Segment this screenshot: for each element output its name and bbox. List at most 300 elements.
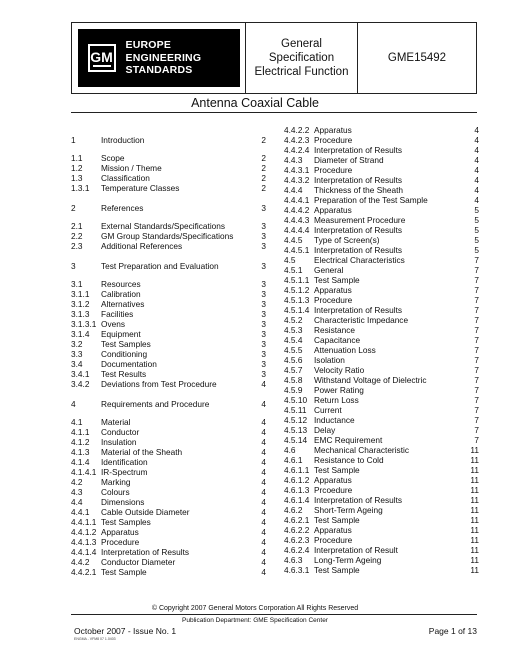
- toc-entry-number: 4.5.2: [284, 315, 303, 325]
- toc-entry-page: 7: [474, 305, 479, 315]
- toc-entry-page: 5: [474, 225, 479, 235]
- toc-entry-number: 4.1.1: [71, 427, 90, 437]
- toc-entry-title: Classification: [101, 173, 150, 183]
- toc-entry: [71, 309, 266, 319]
- toc-entry-page: 3: [261, 319, 266, 329]
- logo-caption: [126, 39, 202, 77]
- toc-entry-number: 4.3: [71, 487, 83, 497]
- toc-entry-number: 3.4.2: [71, 379, 90, 389]
- toc-entry-title: Withstand Voltage of Dielectric: [314, 375, 427, 385]
- toc-entry: [71, 547, 266, 557]
- toc-entry: [71, 299, 266, 309]
- toc-entry-title: Dimensions: [101, 497, 145, 507]
- toc-entry: [284, 425, 479, 435]
- toc-entry: [284, 405, 479, 415]
- toc-entry-number: 4.6.2.1: [284, 515, 310, 525]
- toc-entry: [284, 165, 479, 175]
- toc-entry: [284, 315, 479, 325]
- toc-column-right: [284, 125, 479, 575]
- toc-entry-title: Resources: [101, 279, 141, 289]
- toc-entry-title: Calibration: [101, 289, 141, 299]
- toc-entry-page: 11: [470, 495, 479, 505]
- toc-entry-title: Procedure: [314, 135, 353, 145]
- toc-column-left: [71, 125, 266, 577]
- toc-entry-number: 4.2: [71, 477, 83, 487]
- toc-entry: [71, 369, 266, 379]
- toc-entry-page: 7: [474, 285, 479, 295]
- toc-entry-title: Test Sample: [314, 565, 360, 575]
- toc-entry-title: Ovens: [101, 319, 125, 329]
- gm-logo-mark: [88, 44, 116, 72]
- document-title: Antenna Coaxial Cable: [191, 96, 319, 110]
- toc-entry-number: 4.4: [71, 497, 83, 507]
- toc-entry: [284, 355, 479, 365]
- toc-entry: [71, 447, 266, 457]
- toc-entry-page: 7: [474, 335, 479, 345]
- toc-entry-title: Test Samples: [101, 517, 151, 527]
- toc-entry-title: Test Sample: [314, 275, 360, 285]
- logo-cell: [72, 23, 246, 93]
- toc-entry: [284, 455, 479, 465]
- page-number: Page 1 of 13: [428, 626, 477, 636]
- toc-entry-page: 11: [470, 485, 479, 495]
- toc-entry: [71, 359, 266, 369]
- toc-entry-page: 5: [474, 205, 479, 215]
- toc-entry-page: 2: [261, 163, 266, 173]
- toc-entry-number: 4.6.1: [284, 455, 303, 465]
- toc-entry-page: 7: [474, 265, 479, 275]
- toc-entry-page: 3: [261, 289, 266, 299]
- toc-entry: [284, 565, 479, 575]
- toc-entry-number: 4.6.1.4: [284, 495, 310, 505]
- toc-entry-page: 2: [261, 173, 266, 183]
- toc-entry-title: Measurement Procedure: [314, 215, 406, 225]
- toc-entry-number: 1: [71, 135, 76, 145]
- toc-entry-page: 2: [261, 135, 266, 145]
- toc-entry-number: 4.1.3: [71, 447, 90, 457]
- toc-entry-title: Resistance to Cold: [314, 455, 384, 465]
- toc-entry-title: Velocity Ratio: [314, 365, 365, 375]
- toc-entry-page: 5: [474, 245, 479, 255]
- toc-entry-number: 4.6.2.4: [284, 545, 310, 555]
- toc-entry-title: General: [314, 265, 344, 275]
- toc-entry-number: 4.5.4: [284, 335, 303, 345]
- toc-entry-page: 11: [470, 445, 479, 455]
- toc-entry-title: Thickness of the Sheath: [314, 185, 404, 195]
- toc-entry: [284, 225, 479, 235]
- toc-entry-title: Material of the Sheath: [101, 447, 183, 457]
- toc-entry-number: 4.4.5.1: [284, 245, 310, 255]
- toc-entry: [71, 279, 266, 289]
- toc-entry-page: 7: [474, 325, 479, 335]
- toc-entry-page: 11: [470, 455, 479, 465]
- toc-entry-title: Preparation of the Test Sample: [314, 195, 428, 205]
- toc-entry-title: Capacitance: [314, 335, 361, 345]
- toc-entry-page: 7: [474, 395, 479, 405]
- title-divider: [71, 112, 477, 113]
- toc-entry-title: Test Samples: [101, 339, 151, 349]
- toc-entry-number: 4.5: [284, 255, 296, 265]
- toc-entry: [284, 135, 479, 145]
- gm-logo-underline: [93, 65, 111, 67]
- toc-entry-page: 4: [261, 427, 266, 437]
- toc-entry-number: 1.3: [71, 173, 83, 183]
- toc-entry-title: Diameter of Strand: [314, 155, 384, 165]
- toc-entry-title: Apparatus: [101, 527, 139, 537]
- toc-entry: [71, 231, 266, 241]
- toc-entry-number: 3.1: [71, 279, 83, 289]
- toc-entry: [284, 185, 479, 195]
- toc-entry-title: Apparatus: [314, 475, 352, 485]
- toc-entry-title: Apparatus: [314, 525, 352, 535]
- toc-entry-number: 3.1.2: [71, 299, 90, 309]
- toc-entry: [71, 487, 266, 497]
- toc-entry-number: 1.2: [71, 163, 83, 173]
- toc-entry-number: 4.5.13: [284, 425, 308, 435]
- toc-entry: [284, 145, 479, 155]
- toc-entry-title: Colours: [101, 487, 130, 497]
- toc-entry-number: 4.4.1.4: [71, 547, 97, 557]
- toc-entry: [71, 497, 266, 507]
- toc-entry-page: 7: [474, 435, 479, 445]
- gm-europe-logo: [78, 29, 240, 87]
- toc-entry-title: Conductor Diameter: [101, 557, 176, 567]
- toc-entry-page: 7: [474, 415, 479, 425]
- toc-entry-page: 4: [474, 155, 479, 165]
- toc-entry-title: Test Preparation and Evaluation: [101, 261, 219, 271]
- toc-entry: [284, 445, 479, 455]
- toc-entry-page: 4: [261, 537, 266, 547]
- toc-entry: [71, 241, 266, 251]
- toc-entry-number: 3.4.1: [71, 369, 90, 379]
- toc-entry: [71, 437, 266, 447]
- toc-entry: [71, 399, 266, 409]
- toc-entry-page: 4: [261, 447, 266, 457]
- toc-entry-number: 4.5.3: [284, 325, 303, 335]
- toc-entry-number: 3.1.4: [71, 329, 90, 339]
- toc-entry-page: 3: [261, 241, 266, 251]
- toc-entry-page: 7: [474, 405, 479, 415]
- toc-entry: [71, 289, 266, 299]
- toc-entry-number: 4.6.2.2: [284, 525, 310, 535]
- toc-entry: [284, 155, 479, 165]
- toc-entry-number: 4.4.1.2: [71, 527, 97, 537]
- toc-entry-number: 3.1.3: [71, 309, 90, 319]
- toc-entry-number: 4.6.1.2: [284, 475, 310, 485]
- toc-entry: [71, 379, 266, 389]
- toc-entry-number: 4.1.4.1: [71, 467, 97, 477]
- toc-entry-title: External Standards/Specifications: [101, 221, 226, 231]
- toc-entry-page: 4: [261, 399, 266, 409]
- toc-entry-number: 4.5.11: [284, 405, 307, 415]
- toc-entry-page: 11: [470, 555, 479, 565]
- footer-divider: [71, 614, 477, 615]
- spec-type-cell: [246, 23, 358, 93]
- toc-entry-page: 11: [470, 465, 479, 475]
- toc-entry: [284, 545, 479, 555]
- toc-entry-number: 2.1: [71, 221, 83, 231]
- toc-entry-number: 4.6.2.3: [284, 535, 310, 545]
- toc-entry-page: 3: [261, 329, 266, 339]
- toc-entry-title: Material: [101, 417, 131, 427]
- toc-entry-page: 3: [261, 261, 266, 271]
- toc-entry-title: Resistance: [314, 325, 356, 335]
- toc-entry-title: Long-Term Ageing: [314, 555, 382, 565]
- spec-line-function: Electrical Function: [254, 66, 349, 78]
- toc-entry-page: 4: [474, 125, 479, 135]
- toc-entry-title: Isolation: [314, 355, 345, 365]
- toc-entry: [284, 215, 479, 225]
- toc-entry-number: 4.5.14: [284, 435, 308, 445]
- toc-entry-page: 5: [474, 215, 479, 225]
- toc-entry-page: 4: [474, 185, 479, 195]
- toc-entry-title: Interpretation of Results: [314, 305, 403, 315]
- toc-entry-page: 3: [261, 203, 266, 213]
- toc-entry: [284, 385, 479, 395]
- toc-entry-number: 4.5.7: [284, 365, 303, 375]
- toc-entry-page: 4: [261, 379, 266, 389]
- toc-entry-number: 4.6.3.1: [284, 565, 310, 575]
- toc-entry: [71, 339, 266, 349]
- toc-entry-title: Cable Outside Diameter: [101, 507, 190, 517]
- toc-entry: [284, 365, 479, 375]
- toc-entry-page: 3: [261, 369, 266, 379]
- toc-entry: [284, 265, 479, 275]
- toc-entry-number: 4.4.4: [284, 185, 303, 195]
- toc-entry-number: 4.5.12: [284, 415, 308, 425]
- toc-entry: [284, 395, 479, 405]
- toc-entry-page: 4: [261, 497, 266, 507]
- toc-entry: [71, 537, 266, 547]
- toc-entry-page: 4: [261, 417, 266, 427]
- toc-entry-title: Electrical Characteristics: [314, 255, 405, 265]
- toc-entry-title: GM Group Standards/Specifications: [101, 231, 234, 241]
- spec-line-specification: Specification: [268, 52, 335, 64]
- toc-entry-page: 4: [474, 165, 479, 175]
- toc-entry-page: 4: [261, 507, 266, 517]
- toc-entry-number: 4.1.2: [71, 437, 90, 447]
- toc-entry-page: 7: [474, 355, 479, 365]
- toc-entry-title: Procedure: [314, 295, 353, 305]
- publication-department: Publication Department: GME Specification Center: [182, 617, 328, 624]
- toc-entry-number: 4.4.5: [284, 235, 303, 245]
- toc-entry-page: 11: [470, 525, 479, 535]
- toc-entry-number: 4.4.3.1: [284, 165, 310, 175]
- toc-entry-page: 3: [261, 231, 266, 241]
- toc-entry-title: Short-Term Ageing: [314, 505, 383, 515]
- toc-entry-title: Identification: [101, 457, 148, 467]
- toc-entry-page: 5: [474, 235, 479, 245]
- toc-entry-number: 1.3.1: [71, 183, 90, 193]
- toc-entry-number: 4.1: [71, 417, 83, 427]
- toc-entry: [71, 135, 266, 145]
- toc-entry-page: 3: [261, 221, 266, 231]
- toc-entry-title: Facilities: [101, 309, 134, 319]
- toc-entry-number: 4.4.1: [71, 507, 90, 517]
- toc-entry: [284, 555, 479, 565]
- toc-entry: [71, 221, 266, 231]
- toc-entry-title: Interpretation of Results: [101, 547, 190, 557]
- toc-entry-page: 4: [474, 195, 479, 205]
- toc-entry-page: 2: [261, 183, 266, 193]
- spec-line-general: General: [281, 38, 322, 50]
- toc-entry-number: 4.5.1.1: [284, 275, 310, 285]
- toc-entry: [284, 505, 479, 515]
- toc-entry-number: 3.4: [71, 359, 83, 369]
- toc-entry-number: 4.4.2.2: [284, 125, 310, 135]
- toc-entry-page: 4: [474, 145, 479, 155]
- form-code: ENGMA - VFM8 07 1.0403: [74, 637, 116, 641]
- toc-entry-title: Apparatus: [314, 125, 352, 135]
- toc-entry-title: Test Sample: [314, 515, 360, 525]
- toc-entry: [284, 345, 479, 355]
- toc-entry: [71, 467, 266, 477]
- toc-entry-title: Prcoedure: [314, 485, 353, 495]
- toc-entry-number: 4.6.1.3: [284, 485, 310, 495]
- toc-entry-title: Apparatus: [314, 285, 352, 295]
- toc-entry-number: 4.4.4.3: [284, 215, 310, 225]
- toc-entry-page: 7: [474, 275, 479, 285]
- toc-entry-page: 4: [474, 175, 479, 185]
- toc-entry-title: References: [101, 203, 144, 213]
- toc-entry-number: 4.4.2: [71, 557, 90, 567]
- toc-entry: [284, 175, 479, 185]
- issue-date: October 2007 - Issue No. 1: [74, 626, 177, 636]
- toc-entry: [284, 525, 479, 535]
- toc-entry-number: 4.4.4.4: [284, 225, 310, 235]
- toc-entry-page: 11: [470, 535, 479, 545]
- toc-entry-title: Test Results: [101, 369, 147, 379]
- toc-entry-title: Attenuation Loss: [314, 345, 376, 355]
- toc-entry-page: 11: [470, 515, 479, 525]
- toc-entry-page: 7: [474, 345, 479, 355]
- toc-entry: [284, 475, 479, 485]
- toc-entry-page: 7: [474, 255, 479, 265]
- toc-entry-page: 7: [474, 315, 479, 325]
- toc-entry-number: 1.1: [71, 153, 83, 163]
- toc-entry-number: 3.3: [71, 349, 83, 359]
- toc-entry-page: 11: [470, 545, 479, 555]
- toc-entry: [71, 567, 266, 577]
- toc-entry-title: Apparatus: [314, 205, 352, 215]
- toc-entry-title: Test Sample: [101, 567, 147, 577]
- toc-entry-title: Additional References: [101, 241, 183, 251]
- toc-entry-page: 11: [470, 565, 479, 575]
- toc-entry-number: 4.4.2.4: [284, 145, 310, 155]
- toc-entry: [71, 203, 266, 213]
- toc-entry: [71, 153, 266, 163]
- toc-entry-title: Power Rating: [314, 385, 364, 395]
- toc-entry-number: 4.4.1.3: [71, 537, 97, 547]
- toc-entry: [284, 125, 479, 135]
- toc-entry-number: 4.6.1.1: [284, 465, 310, 475]
- toc-entry-title: Temperature Classes: [101, 183, 180, 193]
- toc-entry-number: 4: [71, 399, 76, 409]
- toc-entry: [284, 415, 479, 425]
- toc-entry: [71, 527, 266, 537]
- toc-entry-title: Inductance: [314, 415, 355, 425]
- toc-entry-title: Conditioning: [101, 349, 148, 359]
- toc-entry-page: 4: [261, 437, 266, 447]
- toc-entry-number: 4.4.3: [284, 155, 303, 165]
- toc-entry-number: 4.5.1.3: [284, 295, 310, 305]
- toc-entry-page: 4: [261, 517, 266, 527]
- toc-entry-title: Interpretation of Results: [314, 245, 403, 255]
- toc-entry: [71, 517, 266, 527]
- toc-entry-title: Mission / Theme: [101, 163, 162, 173]
- toc-entry-title: Characteristic Impedance: [314, 315, 409, 325]
- toc-entry-number: 4.5.6: [284, 355, 303, 365]
- logo-line-europe: EUROPE: [125, 39, 172, 52]
- toc-entry-title: Conductor: [101, 427, 140, 437]
- toc-entry-page: 11: [470, 475, 479, 485]
- doc-number: GME15492: [387, 52, 447, 64]
- toc-entry-page: 11: [470, 505, 479, 515]
- toc-entry-page: 4: [261, 567, 266, 577]
- toc-entry: [71, 417, 266, 427]
- gm-logo-text: GM: [90, 48, 113, 65]
- toc-entry-page: 4: [474, 135, 479, 145]
- toc-entry: [284, 275, 479, 285]
- toc-entry: [284, 205, 479, 215]
- logo-line-engineering: ENGINEERING: [125, 51, 202, 64]
- toc-entry: [71, 477, 266, 487]
- toc-entry-number: 4.6.3: [284, 555, 303, 565]
- toc-entry-page: 3: [261, 339, 266, 349]
- toc-entry-number: 4.4.2.1: [71, 567, 97, 577]
- toc-entry-number: 4.4.4.1: [284, 195, 310, 205]
- toc-entry-number: 4.4.3.2: [284, 175, 310, 185]
- toc-entry: [284, 245, 479, 255]
- toc-entry: [284, 435, 479, 445]
- toc-entry: [71, 507, 266, 517]
- toc-entry-number: 4.4.2.3: [284, 135, 310, 145]
- toc-entry-number: 2.2: [71, 231, 83, 241]
- toc-entry-number: 4.4.4.2: [284, 205, 310, 215]
- toc-entry-page: 3: [261, 309, 266, 319]
- toc-entry: [284, 255, 479, 265]
- toc-entry-title: Interpretation of Results: [314, 495, 403, 505]
- toc-entry-title: Marking: [101, 477, 131, 487]
- toc-entry-page: 7: [474, 385, 479, 395]
- toc-entry: [284, 195, 479, 205]
- toc-entry: [284, 305, 479, 315]
- toc-entry: [71, 173, 266, 183]
- toc-entry-number: 4.5.8: [284, 375, 303, 385]
- toc-entry: [284, 535, 479, 545]
- toc-entry-title: Documentation: [101, 359, 157, 369]
- toc-entry-page: 3: [261, 349, 266, 359]
- toc-entry: [71, 319, 266, 329]
- toc-entry-number: 4.4.1.1: [71, 517, 97, 527]
- toc-entry-title: EMC Requirement: [314, 435, 383, 445]
- toc-entry-number: 3.2: [71, 339, 83, 349]
- toc-entry-number: 4.5.5: [284, 345, 303, 355]
- toc-entry: [284, 375, 479, 385]
- toc-entry-title: Alternatives: [101, 299, 145, 309]
- toc-entry: [71, 261, 266, 271]
- toc-entry-number: 2.3: [71, 241, 83, 251]
- toc-entry-title: Equipment: [101, 329, 141, 339]
- toc-entry-number: 3.1.1: [71, 289, 90, 299]
- toc-entry: [284, 495, 479, 505]
- toc-entry-number: 3.1.3.1: [71, 319, 97, 329]
- toc-entry-number: 4.5.1.2: [284, 285, 310, 295]
- document-header: [71, 22, 477, 94]
- toc-entry-page: 2: [261, 153, 266, 163]
- toc-entry-page: 3: [261, 279, 266, 289]
- toc-entry-page: 7: [474, 295, 479, 305]
